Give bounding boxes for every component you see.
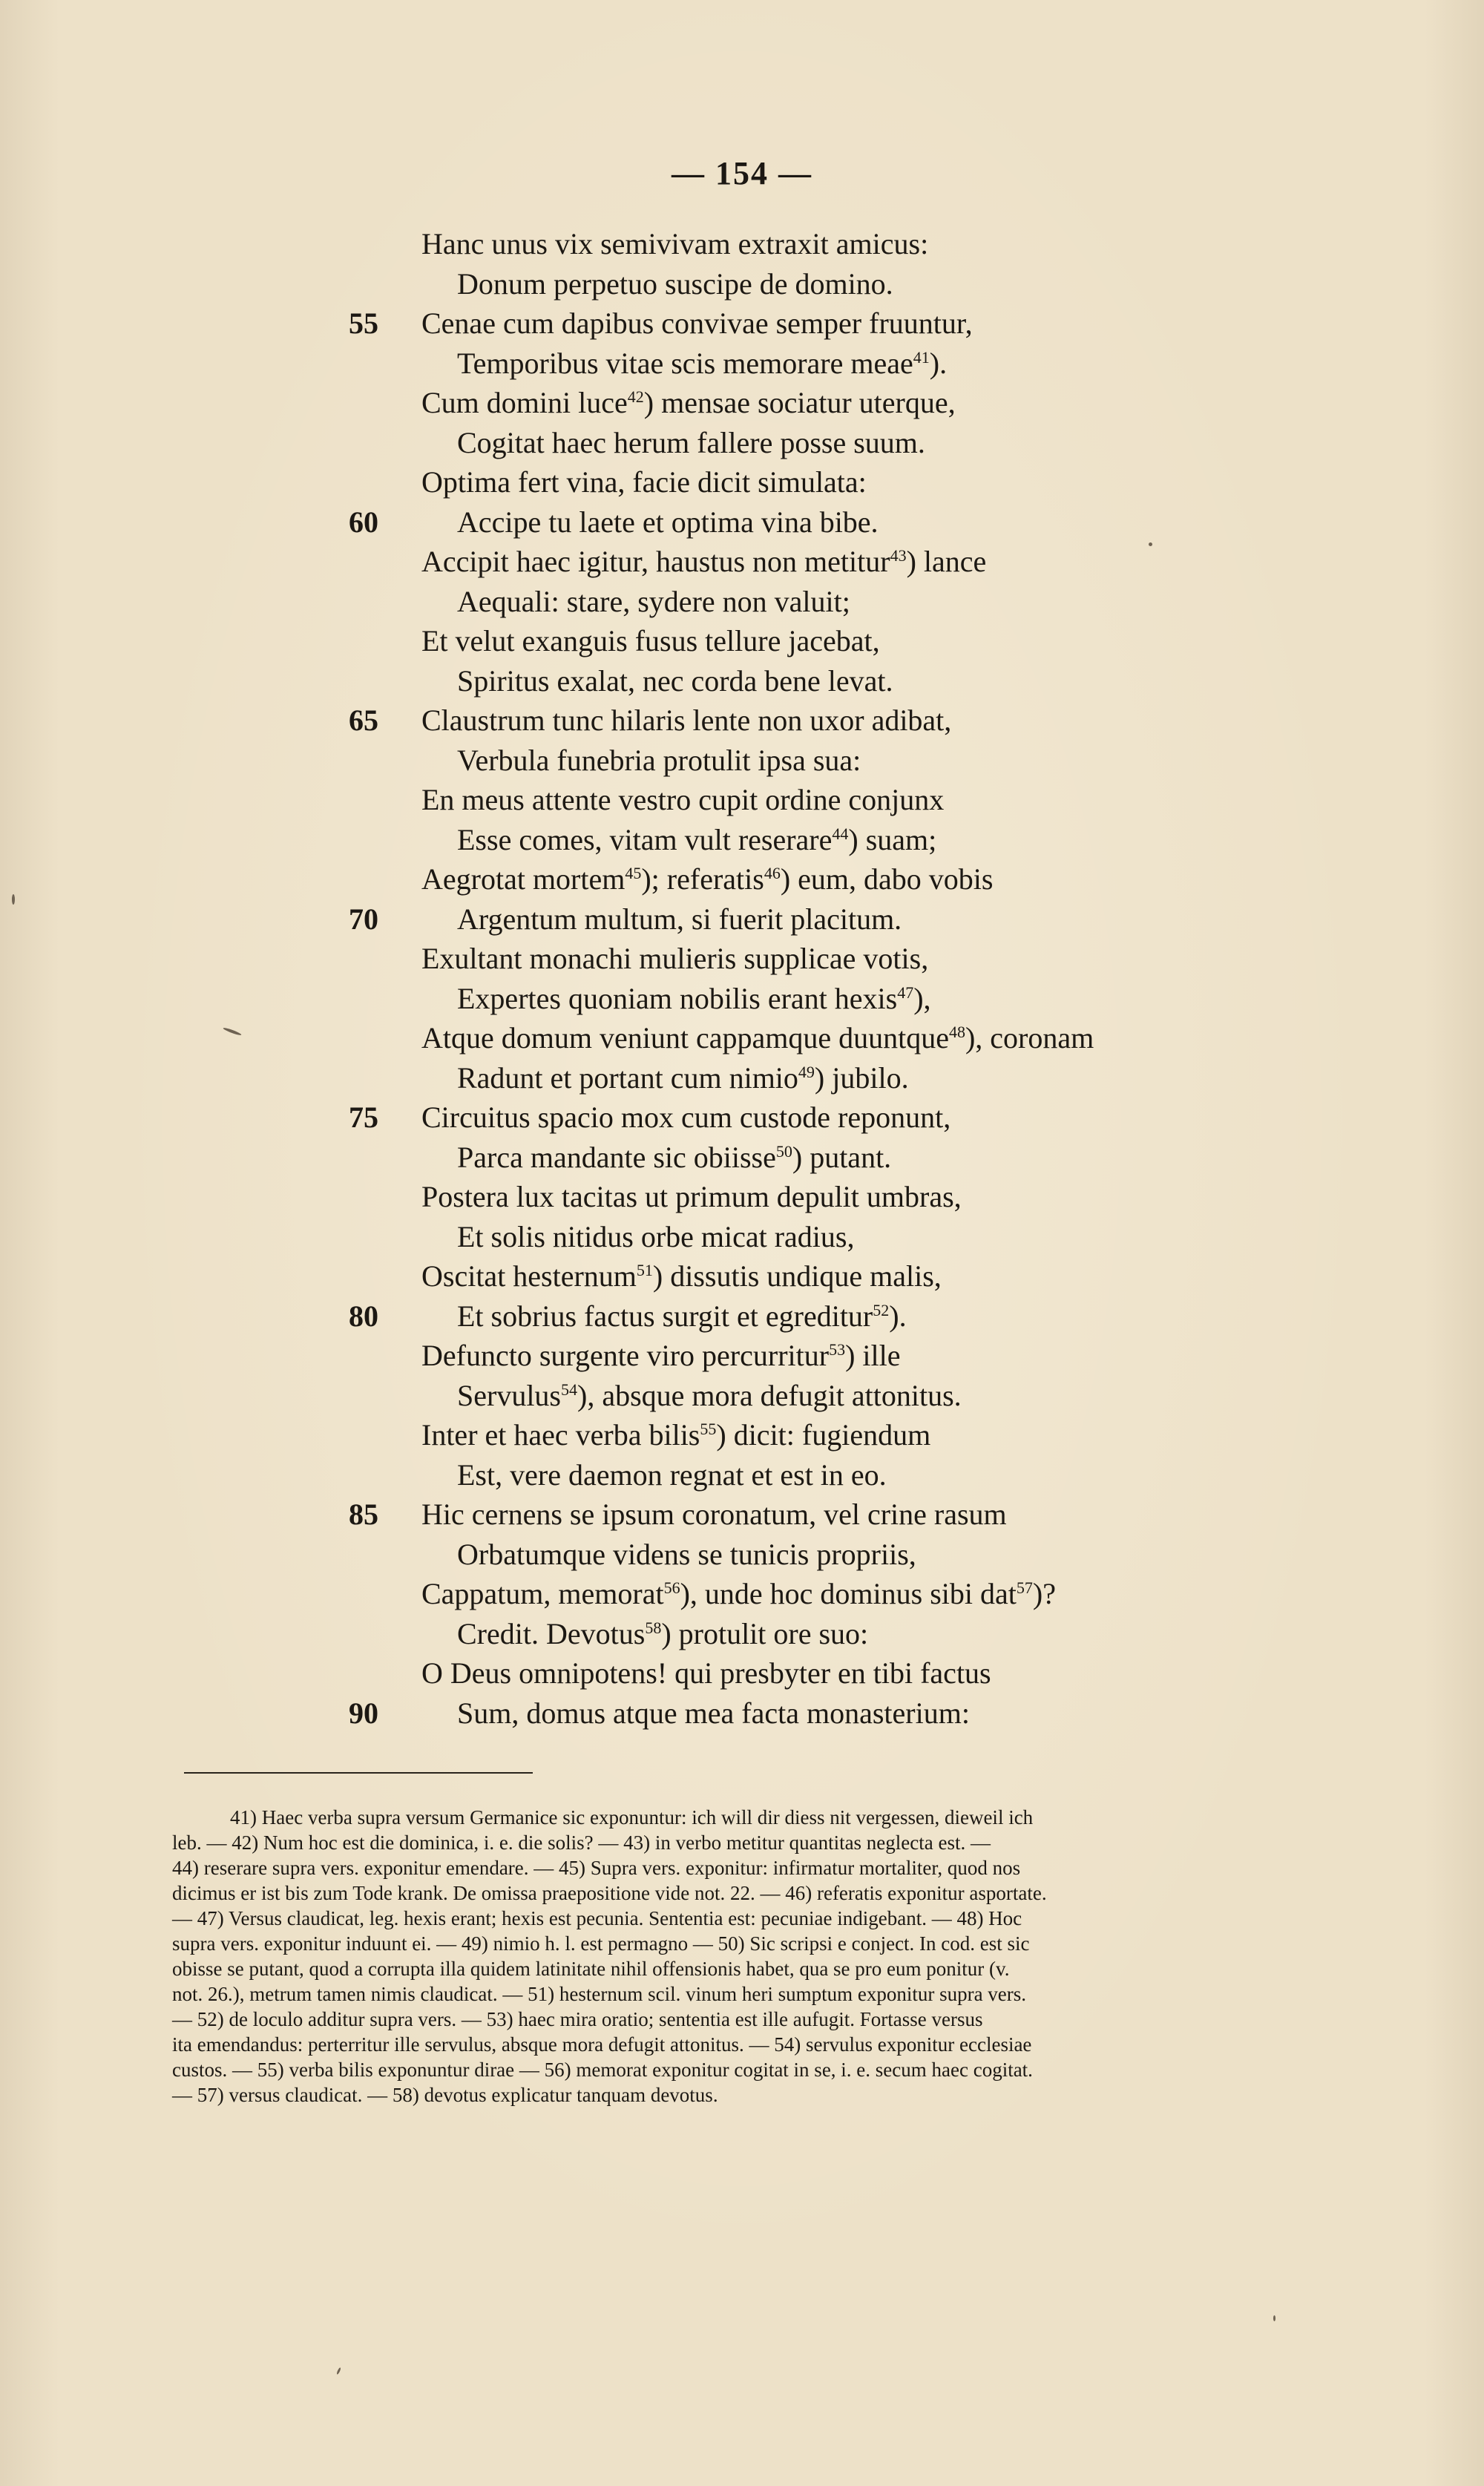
footnote-ref: 41 [913,347,930,367]
verse-fragment: ), coronam [965,1021,1094,1055]
verse-text [457,1217,855,1257]
footnote-line: 44) reserare supra vers. exponitur emendare. — 45) Supra vers. exponitur: infirmatur mortaliter, quod nos [172,1857,1021,1879]
verse-fragment: ) eum, dabo vobis [780,862,994,896]
verse-fragment: ), unde hoc dominus sibi dat [680,1577,1017,1610]
verse-text [421,1018,1094,1058]
verse-text [421,542,986,582]
verse-fragment: Argentum multum, si fuerit placitum. [457,902,902,936]
verse-fragment: Claustrum tunc hilaris lente non uxor adibat, [421,704,952,737]
verse-fragment: Defuncto surgente viro percurritur [421,1339,830,1372]
footnote-ref: 54 [561,1380,577,1399]
verse-text [457,1535,916,1575]
footnote-ref: 47 [897,983,914,1002]
verse-text [457,899,902,939]
footnote-ref: 52 [873,1300,890,1319]
verse-fragment: Hic cernens se ipsum coronatum, vel crine rasum [421,1498,1007,1531]
poem-line [0,1455,1484,1495]
footnote-ref: 58 [645,1618,662,1637]
paper-speck [336,2367,341,2375]
poem-line [0,1018,1484,1058]
verse-text [457,1614,868,1654]
verse-text [457,423,925,463]
verse-text [457,979,931,1019]
verse-text [457,820,936,860]
verse-text [421,1256,942,1296]
verse-fragment: ) dicit: fugiendum [716,1418,931,1452]
verse-fragment: Cenae cum dapibus convivae semper fruuntur, [421,306,973,340]
verse-fragment: Aegrotat mortem [421,862,626,896]
verse-text [421,462,867,502]
verse-fragment: Spiritus exalat, nec corda bene levat. [457,663,893,698]
poem-line [0,1376,1484,1416]
verse-fragment: ) mensae sociatur uterque, [643,386,956,419]
verse-text [457,1693,970,1734]
verse-fragment: Inter et haec verba bilis [421,1418,700,1452]
footnote-ref: 45 [625,864,642,882]
footnote-ref: 56 [663,1578,680,1597]
verse-fragment: ). [889,1299,907,1333]
poem-line [0,304,1484,344]
footnote-ref: 44 [832,824,849,843]
verse-fragment: ); referatis [641,862,764,896]
poem-line [0,1177,1484,1217]
verse-text [457,1296,907,1337]
verse-fragment: Cappatum, memorat [421,1577,664,1610]
poem-line [0,939,1484,979]
verse-fragment: Circuitus spacio mox cum custode reponunt, [421,1101,951,1134]
verse-fragment: Orbatumque videns se tunicis propriis, [457,1537,916,1571]
footnote-ref: 43 [890,546,907,565]
verse-text [421,780,944,820]
poem-line [0,661,1484,701]
verse-text [421,304,973,344]
footnote-line: dicimus er ist bis zum Tode krank. De omissa praepositione vide not. 22. — 46) referatis exponitur asportate. [172,1882,1047,1904]
verse-text [457,1058,909,1098]
verse-text [457,1455,887,1495]
line-number: 90 [349,1696,378,1730]
footnote-line: ita emendandus: perterritur ille servulus, absque mora defugit attonitus. — 54) servulus exponitur ecclesiae [172,2033,1032,2056]
verse-fragment: Cogitat haec herum fallere posse suum. [457,425,925,459]
verse-text [457,264,893,304]
footnote-ref: 51 [636,1261,653,1279]
poem [0,224,1484,1733]
verse-fragment: Optima fert vina, facie dicit simulata: [421,465,867,499]
verse-fragment: Postera lux tacitas ut primum depulit umbras, [421,1180,962,1213]
verse-fragment: Et sobrius factus surgit et egreditur [457,1299,873,1333]
poem-line [0,1256,1484,1296]
verse-text [421,939,928,979]
footnote-separator [184,1772,533,1774]
footnote-ref: 48 [948,1023,965,1041]
verse-fragment: Servulus [457,1378,561,1412]
footnote-ref: 50 [775,1141,792,1161]
poem-line [0,1535,1484,1575]
verse-text [457,741,861,781]
poem-line [0,621,1484,661]
poem-line [0,264,1484,304]
poem-line [0,502,1484,542]
verse-fragment: O Deus omnipotens! qui presbyter en tibi factus [421,1656,991,1690]
poem-line [0,1296,1484,1337]
poem-line [0,1058,1484,1098]
line-number: 55 [349,306,378,340]
poem-line [0,344,1484,384]
verse-fragment: En meus attente vestro cupit ordine conjunx [421,783,945,816]
verse-fragment: Oscitat hesternum [421,1259,637,1293]
verse-fragment: Expertes quoniam nobilis erant hexis [457,981,898,1015]
footnote-ref: 57 [1016,1578,1033,1597]
footnotes [172,1805,1434,2108]
poem-line [0,1098,1484,1138]
verse-fragment: ) lance [906,545,987,578]
line-number: 80 [349,1299,378,1333]
footnote-line: not. 26.), metrum tamen nimis claudicat. — 51) hesternum scil. vinum heri sumptum exponitur supra vers. [172,1983,1027,2005]
verse-fragment: Accipe tu laete et optima vina bibe. [457,505,879,539]
verse-text [421,1495,1007,1535]
verse-fragment: Esse comes, vitam vult reserare [457,822,833,856]
poem-line [0,542,1484,582]
verse-fragment: ), [913,981,931,1015]
poem-line [0,383,1484,423]
verse-fragment: ) putant. [792,1140,892,1174]
line-number: 65 [349,704,378,737]
verse-fragment: ) suam; [848,822,937,856]
poem-line [0,1653,1484,1693]
verse-text [421,1177,962,1217]
footnote-line: supra vers. exponitur induunt ei. — 49) nimio h. l. est permagno — 50) Sic scripsi e conject. In cod. est sic [172,1932,1030,1955]
poem-line [0,224,1484,264]
verse-text [421,1415,930,1455]
poem-line [0,1415,1484,1455]
verse-fragment: ), absque mora defugit attonitus. [577,1378,962,1412]
line-number: 85 [349,1498,378,1531]
verse-text [421,1653,991,1693]
poem-line [0,1614,1484,1654]
verse-text [457,661,893,701]
footnote-ref: 46 [764,864,781,882]
verse-fragment: Verbula funebria protulit ipsa sua: [457,743,861,777]
verse-fragment: Credit. Devotus [457,1616,646,1650]
poem-line [0,701,1484,741]
verse-fragment: Et velut exanguis fusus tellure jacebat, [421,624,880,657]
footnote-ref: 55 [700,1420,717,1438]
poem-line [0,1693,1484,1734]
verse-text [421,701,951,741]
poem-line [0,859,1484,899]
paper-speck [12,894,15,905]
verse-fragment: ) ille [845,1339,901,1372]
page-number: — 154 — [672,155,812,191]
verse-text [457,1138,891,1178]
poem-line [0,582,1484,622]
verse-fragment: Accipit haec igitur, haustus non metitur [421,545,890,578]
verse-fragment: ) jubilo. [814,1060,909,1095]
footnote-ref: 53 [829,1340,846,1359]
verse-fragment: Atque domum veniunt cappamque duuntque [421,1021,949,1055]
poem-line [0,1138,1484,1178]
verse-text [421,224,928,264]
poem-line [0,423,1484,463]
verse-text [421,859,993,899]
poem-line [0,1574,1484,1614]
footnote-line: 41) Haec verba supra versum Germanice sic exponuntur: ich will dir diess nit vergessen, dieweil ich [230,1806,1034,1829]
verse-fragment: Temporibus vitae scis memorare meae [457,346,913,380]
footnote-ref: 42 [627,387,644,406]
poem-line [0,1495,1484,1535]
footnote-line: — 52) de loculo additur supra vers. — 53) haec mira oratio; sententia est ille aufugit. Fortasse versus [172,2008,983,2030]
verse-text [421,383,956,423]
line-number: 75 [349,1101,378,1134]
poem-line [0,979,1484,1019]
verse-fragment: Radunt et portant cum nimio [457,1060,798,1095]
verse-text [457,1376,962,1416]
verse-text [457,344,947,384]
line-number: 70 [349,902,378,936]
verse-fragment: Aequali: stare, sydere non valuit; [457,584,850,618]
footnote-line: leb. — 42) Num hoc est die dominica, i. e. die solis? — 43) in verbo metitur quantitas neglecta est. — [172,1831,991,1854]
poem-line [0,899,1484,939]
poem-line [0,741,1484,781]
verse-text [421,1336,900,1376]
verse-text [421,1574,1056,1614]
verse-fragment: Donum perpetuo suscipe de domino. [457,266,893,301]
paper-speck [1273,2315,1275,2321]
verse-fragment: Hanc unus vix semivivam extraxit amicus: [421,227,929,260]
verse-fragment: ) protulit ore suo: [661,1616,869,1650]
verse-fragment: Sum, domus atque mea facta monasterium: [457,1696,970,1730]
verse-fragment: Est, vere daemon regnat et est in eo. [457,1457,887,1492]
verse-fragment: ). [929,346,948,380]
footnote-ref: 49 [798,1062,815,1081]
verse-fragment: Cum domini luce [421,386,628,419]
footnote-line: obisse se putant, quod a corrupta illa quidem latinitate nihil offensionis habet, qua se pro eum ponitur (v. [172,1958,1010,1980]
verse-text [421,621,880,661]
verse-text [457,582,850,622]
poem-line [0,462,1484,502]
verse-text [421,1098,951,1138]
verse-fragment: Parca mandante sic obiisse [457,1140,776,1174]
footnote-line: — 47) Versus claudicat, leg. hexis erant; hexis est pecunia. Sententia est: pecuniae indigebant. — 48) Hoc [172,1907,1022,1929]
verse-fragment: ) dissutis undique malis, [652,1259,942,1293]
paper-speck [1149,542,1152,546]
verse-fragment: Et solis nitidus orbe micat radius, [457,1219,855,1253]
verse-text [457,502,879,542]
line-number: 60 [349,505,378,539]
verse-fragment: )? [1032,1577,1056,1610]
poem-line [0,780,1484,820]
poem-line [0,1336,1484,1376]
poem-line [0,1217,1484,1257]
footnote-line: custos. — 55) verba bilis exponuntur dirae — 56) memorat exponitur cogitat in se, i. e. secum haec cogitat. [172,2059,1033,2081]
verse-fragment: Exultant monachi mulieris supplicae votis, [421,942,929,975]
footnote-line: — 57) versus claudicat. — 58) devotus explicatur tanquam devotus. [172,2084,718,2106]
poem-line [0,820,1484,860]
